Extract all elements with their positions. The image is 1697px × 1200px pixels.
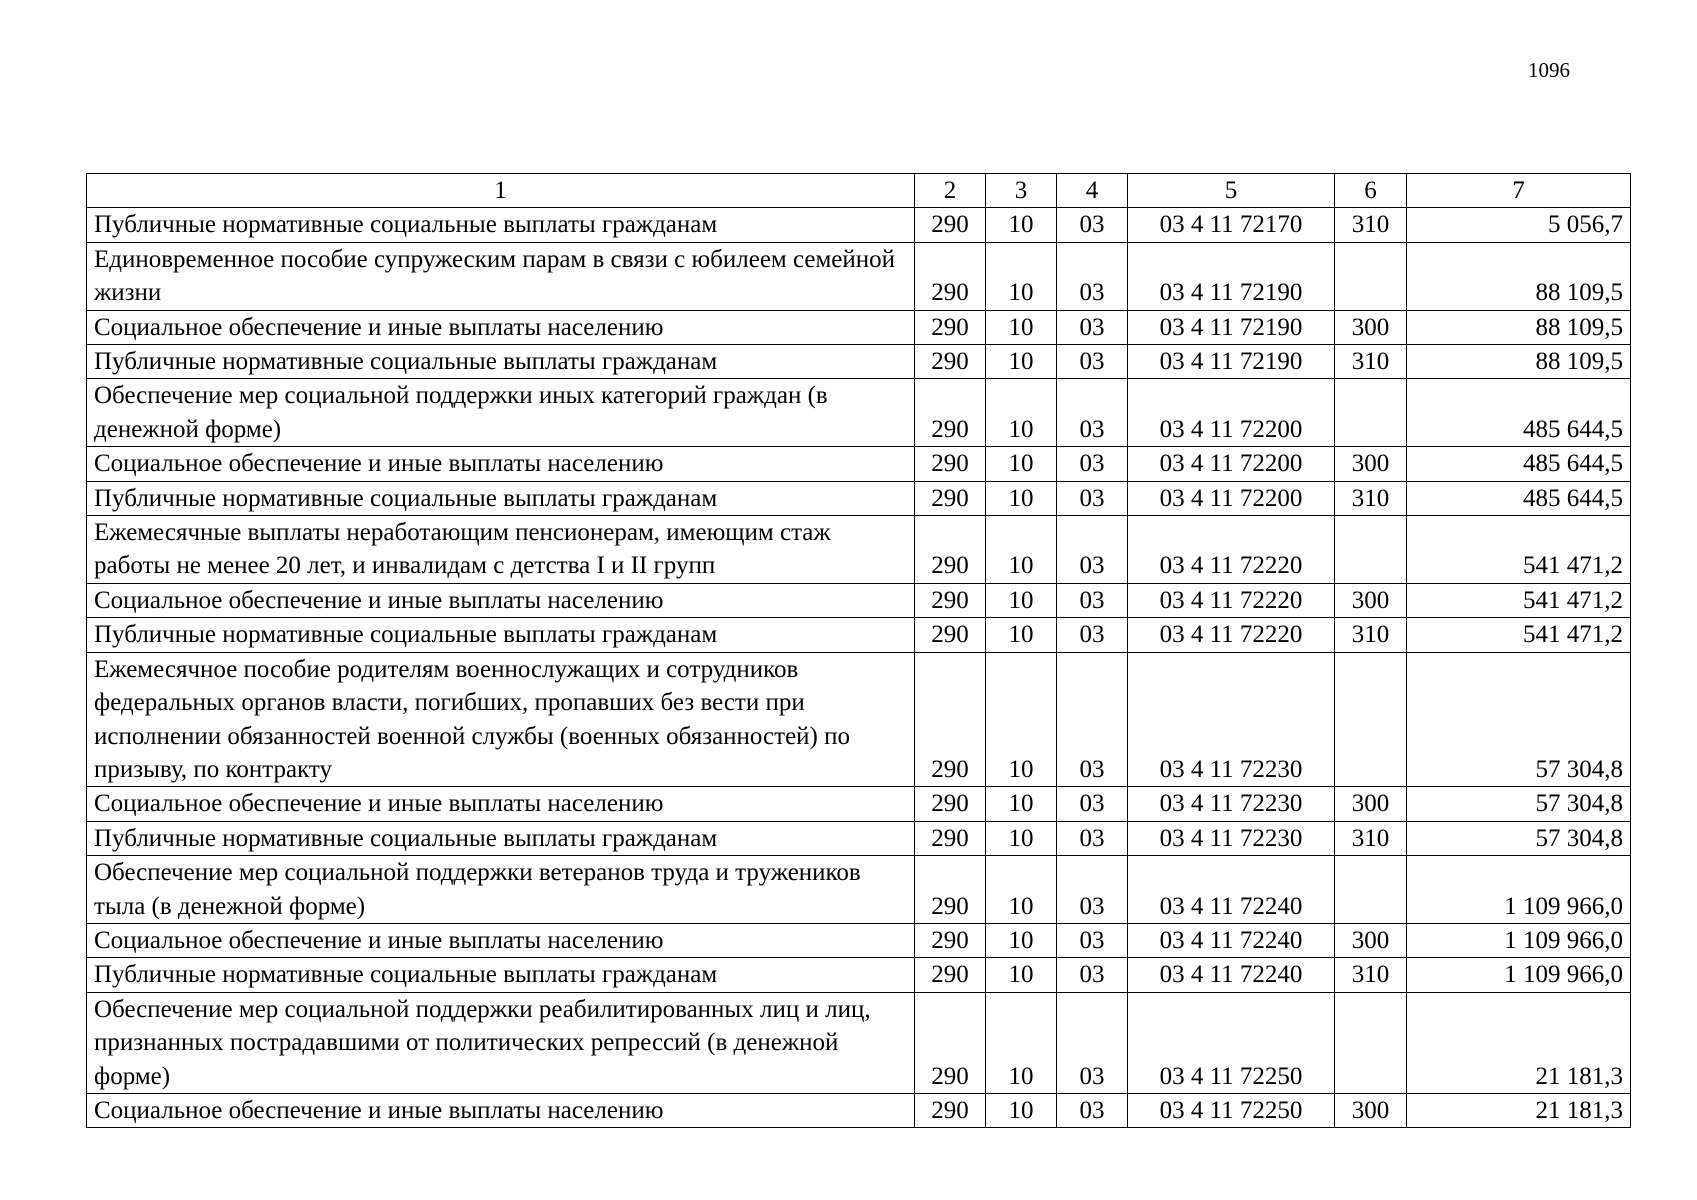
row-name-cell: Социальное обеспечение и иные выплаты населению [87,447,915,481]
row-expense-type-cell [1335,516,1407,584]
row-name-cell: Обеспечение мер социальной поддержки реабилитированных лиц и лиц, признанных пострадавшими от политических репрессий (в денежной форме) [87,992,915,1093]
row-amount-cell: 21 181,3 [1407,1093,1631,1127]
row-section-cell: 10 [986,583,1057,617]
row-amount-cell: 485 644,5 [1407,447,1631,481]
row-target-article-cell: 03 4 11 72230 [1128,787,1335,821]
row-name-cell: Публичные нормативные социальные выплаты гражданам [87,481,915,515]
row-section-cell: 10 [986,310,1057,344]
row-expense-type-cell: 300 [1335,923,1407,957]
row-subsection-cell: 03 [1057,345,1128,379]
row-ministry-code-cell: 290 [915,992,986,1093]
row-section-cell: 10 [986,379,1057,447]
row-expense-type-cell [1335,992,1407,1093]
row-expense-type-cell: 300 [1335,583,1407,617]
row-ministry-code-cell: 290 [915,856,986,924]
row-section-cell: 10 [986,242,1057,310]
table-row [87,1093,1631,1127]
table-row [87,481,1631,515]
table-row [87,345,1631,379]
row-ministry-code-cell: 290 [915,447,986,481]
row-subsection-cell: 03 [1057,242,1128,310]
row-expense-type-cell: 310 [1335,481,1407,515]
row-name-cell: Социальное обеспечение и иные выплаты населению [87,583,915,617]
row-amount-cell: 541 471,2 [1407,516,1631,584]
table-row [87,379,1631,447]
row-subsection-cell: 03 [1057,992,1128,1093]
header-cell-7: 7 [1407,174,1631,208]
row-expense-type-cell: 310 [1335,208,1407,242]
row-target-article-cell: 03 4 11 72190 [1128,345,1335,379]
row-amount-cell: 88 109,5 [1407,242,1631,310]
table-row [87,923,1631,957]
row-subsection-cell: 03 [1057,652,1128,787]
row-amount-cell: 21 181,3 [1407,992,1631,1093]
row-name-cell: Социальное обеспечение и иные выплаты населению [87,1093,915,1127]
row-expense-type-cell: 310 [1335,345,1407,379]
row-name-cell: Обеспечение мер социальной поддержки иных категорий граждан (в денежной форме) [87,379,915,447]
row-name-cell: Публичные нормативные социальные выплаты гражданам [87,345,915,379]
row-expense-type-cell [1335,652,1407,787]
row-name-cell: Ежемесячные выплаты неработающим пенсионерам, имеющим стаж работы не менее 20 лет, и инвалидам с детства I и II групп [87,516,915,584]
row-target-article-cell: 03 4 11 72190 [1128,242,1335,310]
table-header-row [87,174,1631,208]
row-expense-type-cell [1335,856,1407,924]
row-name-cell: Публичные нормативные социальные выплаты гражданам [87,208,915,242]
header-cell-3: 3 [986,174,1057,208]
table-row [87,516,1631,584]
row-subsection-cell: 03 [1057,208,1128,242]
row-amount-cell: 57 304,8 [1407,821,1631,855]
row-section-cell: 10 [986,1093,1057,1127]
row-name-cell: Ежемесячное пособие родителям военнослужащих и сотрудников федеральных органов власти, погибших, пропавших без вести при исполнении обязанностей военной службы (военных обязанностей) по призыву, по контракту [87,652,915,787]
row-amount-cell: 88 109,5 [1407,345,1631,379]
row-target-article-cell: 03 4 11 72230 [1128,821,1335,855]
row-amount-cell: 88 109,5 [1407,310,1631,344]
row-ministry-code-cell: 290 [915,242,986,310]
row-target-article-cell: 03 4 11 72220 [1128,583,1335,617]
row-ministry-code-cell: 290 [915,618,986,652]
row-target-article-cell: 03 4 11 72220 [1128,516,1335,584]
row-target-article-cell: 03 4 11 72190 [1128,310,1335,344]
row-subsection-cell: 03 [1057,583,1128,617]
table-row [87,787,1631,821]
row-amount-cell: 485 644,5 [1407,379,1631,447]
table-row [87,992,1631,1093]
row-section-cell: 10 [986,992,1057,1093]
row-ministry-code-cell: 290 [915,821,986,855]
row-ministry-code-cell: 290 [915,652,986,787]
row-subsection-cell: 03 [1057,923,1128,957]
table-row [87,242,1631,310]
row-subsection-cell: 03 [1057,447,1128,481]
row-subsection-cell: 03 [1057,821,1128,855]
row-section-cell: 10 [986,618,1057,652]
row-amount-cell: 485 644,5 [1407,481,1631,515]
row-target-article-cell: 03 4 11 72230 [1128,652,1335,787]
row-expense-type-cell: 300 [1335,787,1407,821]
row-section-cell: 10 [986,856,1057,924]
row-subsection-cell: 03 [1057,856,1128,924]
row-section-cell: 10 [986,208,1057,242]
row-section-cell: 10 [986,652,1057,787]
row-ministry-code-cell: 290 [915,1093,986,1127]
row-expense-type-cell [1335,379,1407,447]
row-section-cell: 10 [986,447,1057,481]
table-row [87,208,1631,242]
row-section-cell: 10 [986,787,1057,821]
header-cell-6: 6 [1335,174,1407,208]
page-number: 1096 [1528,58,1570,82]
row-name-cell: Социальное обеспечение и иные выплаты населению [87,310,915,344]
row-amount-cell: 5 056,7 [1407,208,1631,242]
row-section-cell: 10 [986,481,1057,515]
row-name-cell: Социальное обеспечение и иные выплаты населению [87,787,915,821]
header-cell-2: 2 [915,174,986,208]
row-ministry-code-cell: 290 [915,379,986,447]
table-row [87,652,1631,787]
row-target-article-cell: 03 4 11 72240 [1128,856,1335,924]
table-row [87,310,1631,344]
row-name-cell: Единовременное пособие супружеским парам в связи с юбилеем семейной жизни [87,242,915,310]
table-row [87,583,1631,617]
row-section-cell: 10 [986,821,1057,855]
row-target-article-cell: 03 4 11 72170 [1128,208,1335,242]
row-ministry-code-cell: 290 [915,516,986,584]
row-target-article-cell: 03 4 11 72250 [1128,992,1335,1093]
row-amount-cell: 1 109 966,0 [1407,958,1631,992]
row-expense-type-cell: 300 [1335,1093,1407,1127]
row-amount-cell: 57 304,8 [1407,787,1631,821]
row-ministry-code-cell: 290 [915,787,986,821]
row-ministry-code-cell: 290 [915,481,986,515]
header-cell-1: 1 [87,174,915,208]
row-ministry-code-cell: 290 [915,583,986,617]
table-row [87,856,1631,924]
row-name-cell: Социальное обеспечение и иные выплаты населению [87,923,915,957]
row-subsection-cell: 03 [1057,310,1128,344]
row-subsection-cell: 03 [1057,618,1128,652]
row-subsection-cell: 03 [1057,787,1128,821]
row-ministry-code-cell: 290 [915,345,986,379]
row-name-cell: Публичные нормативные социальные выплаты гражданам [87,821,915,855]
row-ministry-code-cell: 290 [915,208,986,242]
row-amount-cell: 1 109 966,0 [1407,856,1631,924]
row-expense-type-cell [1335,242,1407,310]
row-target-article-cell: 03 4 11 72200 [1128,379,1335,447]
row-name-cell: Публичные нормативные социальные выплаты гражданам [87,958,915,992]
row-target-article-cell: 03 4 11 72240 [1128,958,1335,992]
row-target-article-cell: 03 4 11 72200 [1128,447,1335,481]
row-section-cell: 10 [986,516,1057,584]
row-expense-type-cell: 310 [1335,618,1407,652]
row-amount-cell: 541 471,2 [1407,618,1631,652]
row-expense-type-cell: 300 [1335,310,1407,344]
row-amount-cell: 541 471,2 [1407,583,1631,617]
table-row [87,447,1631,481]
row-section-cell: 10 [986,958,1057,992]
table-row [87,958,1631,992]
row-target-article-cell: 03 4 11 72240 [1128,923,1335,957]
row-expense-type-cell: 310 [1335,958,1407,992]
row-ministry-code-cell: 290 [915,958,986,992]
row-amount-cell: 1 109 966,0 [1407,923,1631,957]
row-amount-cell: 57 304,8 [1407,652,1631,787]
row-name-cell: Публичные нормативные социальные выплаты гражданам [87,618,915,652]
budget-table [86,173,1631,1128]
row-subsection-cell: 03 [1057,1093,1128,1127]
header-cell-4: 4 [1057,174,1128,208]
row-section-cell: 10 [986,345,1057,379]
row-subsection-cell: 03 [1057,516,1128,584]
row-ministry-code-cell: 290 [915,923,986,957]
row-expense-type-cell: 310 [1335,821,1407,855]
header-cell-5: 5 [1128,174,1335,208]
row-section-cell: 10 [986,923,1057,957]
row-subsection-cell: 03 [1057,958,1128,992]
row-target-article-cell: 03 4 11 72200 [1128,481,1335,515]
row-subsection-cell: 03 [1057,481,1128,515]
row-target-article-cell: 03 4 11 72220 [1128,618,1335,652]
row-target-article-cell: 03 4 11 72250 [1128,1093,1335,1127]
table-row [87,618,1631,652]
row-subsection-cell: 03 [1057,379,1128,447]
row-ministry-code-cell: 290 [915,310,986,344]
table-row [87,821,1631,855]
row-name-cell: Обеспечение мер социальной поддержки ветеранов труда и тружеников тыла (в денежной форме) [87,856,915,924]
row-expense-type-cell: 300 [1335,447,1407,481]
